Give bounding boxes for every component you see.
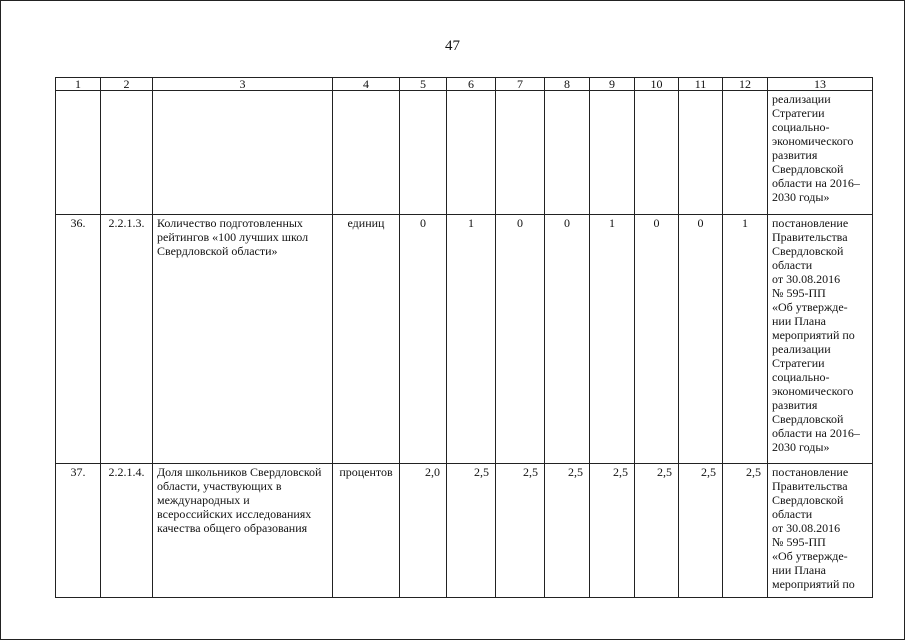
value-cell: 1 — [590, 215, 635, 464]
header-cell: 8 — [545, 78, 590, 91]
header-cell: 5 — [400, 78, 447, 91]
table-row-continuation — [56, 91, 873, 215]
value-cell: 2,5 — [496, 464, 545, 598]
source-cell: постановление Правительства Свердловской области от 30.08.2016 № 595-ПП «Об утвержде- нии Плана мероприятий по — [768, 464, 873, 598]
value-cell: 0 — [679, 215, 723, 464]
header-cell: 10 — [635, 78, 679, 91]
unit: процентов — [333, 464, 400, 598]
header-cell: 4 — [333, 78, 400, 91]
value-cell: 2,5 — [679, 464, 723, 598]
value-cell: 2,5 — [545, 464, 590, 598]
value-cell: 0 — [496, 215, 545, 464]
row-code: 2.2.1.4. — [101, 464, 153, 598]
indicator-name: Доля школьников Свердловской области, участвующих в международных и всероссийских исследованиях качества общего образования — [153, 464, 333, 598]
header-cell: 9 — [590, 78, 635, 91]
value-cell: 2,5 — [635, 464, 679, 598]
value-cell: 2,5 — [447, 464, 496, 598]
page-number: 47 — [445, 38, 460, 54]
header-cell: 11 — [679, 78, 723, 91]
table-row — [56, 464, 873, 598]
header-cell: 6 — [447, 78, 496, 91]
value-cell: 0 — [400, 215, 447, 464]
unit: единиц — [333, 215, 400, 464]
value-cell: 2,0 — [400, 464, 447, 598]
indicators-table — [55, 77, 873, 598]
header-cell: 3 — [153, 78, 333, 91]
value-cell: 0 — [545, 215, 590, 464]
row-number: 36. — [56, 215, 101, 464]
table-row — [56, 215, 873, 464]
value-cell: 2,5 — [723, 464, 768, 598]
header-cell: 13 — [768, 78, 873, 91]
header-row — [56, 78, 873, 91]
source-cell: постановление Правительства Свердловской области от 30.08.2016 № 595-ПП «Об утвержде- нии Плана мероприятий по реализации Стратегии социально- экономического развития Свердловской области на 2016– 2030 годы» — [768, 215, 873, 464]
value-cell: 1 — [447, 215, 496, 464]
header-cell: 1 — [56, 78, 101, 91]
source-cell: реализации Стратегии социально- экономического развития Свердловской области на 2016– 2030 годы» — [768, 91, 873, 215]
row-code: 2.2.1.3. — [101, 215, 153, 464]
value-cell: 0 — [635, 215, 679, 464]
indicator-name: Количество подготовленных рейтингов «100 лучших школ Свердловской области» — [153, 215, 333, 464]
header-cell: 7 — [496, 78, 545, 91]
header-cell: 12 — [723, 78, 768, 91]
header-cell: 2 — [101, 78, 153, 91]
row-number: 37. — [56, 464, 101, 598]
value-cell: 2,5 — [590, 464, 635, 598]
value-cell: 1 — [723, 215, 768, 464]
